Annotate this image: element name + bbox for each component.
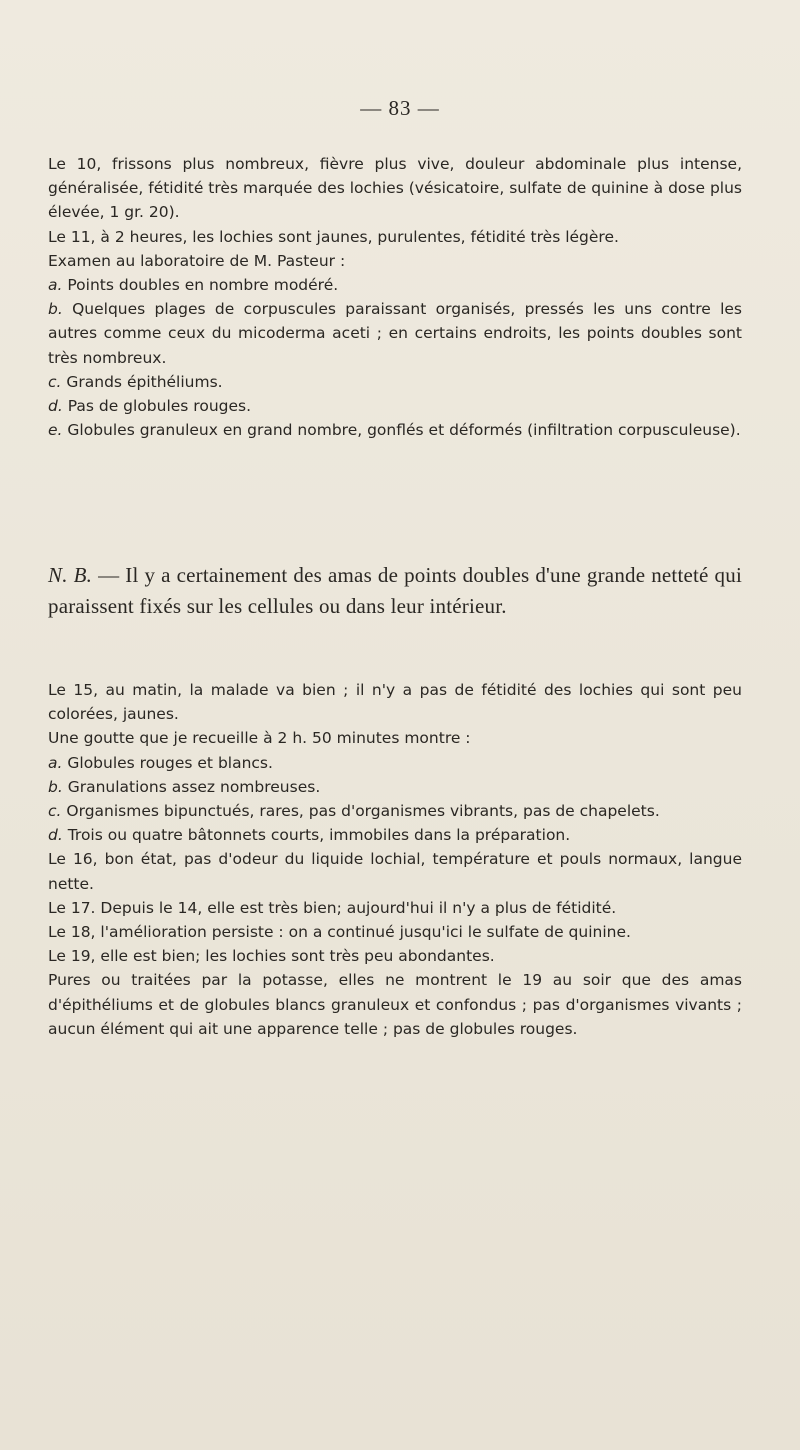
- item-letter: a.: [48, 276, 63, 295]
- item-letter: a.: [48, 753, 63, 772]
- item-letter: d.: [48, 397, 63, 416]
- text-block-top: [48, 152, 742, 442]
- text-block-bottom: [48, 678, 742, 1041]
- item-letter: c.: [48, 802, 62, 821]
- paragraph: Le 11, à 2 heures, les lochies sont jaunes, purulentes, fétidité très légère.: [48, 227, 619, 246]
- page-number: — 83 —: [360, 96, 440, 120]
- paragraph: Le 10, frissons plus nombreux, fièvre plus vive, douleur abdominale plus intense, généralisée, fétidité très marquée des lochies (vésicatoire, sulfate de quinine à dose plus élevée, 1 gr. 20).: [48, 155, 742, 222]
- nota-bene-text: — Il y a certainement des amas de points doubles d'une grande netteté qui paraissent fixés sur les cellules ou dans leur intérieur.: [48, 563, 742, 618]
- paragraph: Le 17. Depuis le 14, elle est très bien; aujourd'hui il n'y a plus de fétidité.: [48, 898, 617, 917]
- list-item: [48, 273, 742, 297]
- paragraph: Le 18, l'amélioration persiste : on a continué jusqu'ici le sulfate de quinine.: [48, 923, 631, 942]
- item-letter: e.: [48, 421, 63, 440]
- list-item: [48, 799, 742, 823]
- item-text: Globules rouges et blancs.: [67, 753, 273, 772]
- item-text: Pas de globules rouges.: [67, 397, 252, 416]
- item-letter: c.: [48, 372, 62, 391]
- item-letter: d.: [48, 826, 63, 845]
- item-text: Organismes bipunctués, rares, pas d'organismes vibrants, pas de chapelets.: [66, 802, 660, 821]
- item-text: Globules granuleux en grand nombre, gonflés et déformés (infiltration corpusculeuse).: [67, 421, 741, 440]
- list-item: [48, 751, 742, 775]
- list-item: [48, 775, 742, 799]
- nota-bene: [48, 560, 742, 622]
- list-item: [48, 394, 742, 418]
- nota-bene-label: N. B.: [48, 563, 93, 587]
- list-item: [48, 418, 742, 442]
- list-item: [48, 823, 742, 847]
- paragraph: Examen au laboratoire de M. Pasteur :: [48, 251, 346, 270]
- list-item: [48, 370, 742, 394]
- item-text: Trois ou quatre bâtonnets courts, immobiles dans la préparation.: [67, 826, 571, 845]
- item-text: Quelques plages de corpuscules paraissant organisés, pressés les uns contre les autres comme ceux du micoderma aceti ; en certains endroits, les points doubles sont très nombreux.: [48, 300, 742, 367]
- item-text: Granulations assez nombreuses.: [67, 777, 321, 796]
- paragraph: Pures ou traitées par la potasse, elles ne montrent le 19 au soir que des amas d'épithéliums et de globules blancs granuleux et confondus ; pas d'organismes vivants ; aucun élément qui ait une apparence telle ; pas de globules rouges.: [48, 971, 742, 1038]
- item-text: Grands épithéliums.: [66, 372, 223, 391]
- item-text: Points doubles en nombre modéré.: [67, 276, 339, 295]
- paragraph: Une goutte que je recueille à 2 h. 50 minutes montre :: [48, 729, 471, 748]
- item-letter: b.: [48, 777, 63, 796]
- paragraph: Le 16, bon état, pas d'odeur du liquide lochial, température et pouls normaux, langue nette.: [48, 850, 742, 893]
- paragraph: Le 19, elle est bien; les lochies sont très peu abondantes.: [48, 947, 495, 966]
- list-item: [48, 297, 742, 370]
- item-letter: b.: [48, 300, 63, 319]
- paragraph: Le 15, au matin, la malade va bien ; il n'y a pas de fétidité des lochies qui sont peu colorées, jaunes.: [48, 681, 742, 724]
